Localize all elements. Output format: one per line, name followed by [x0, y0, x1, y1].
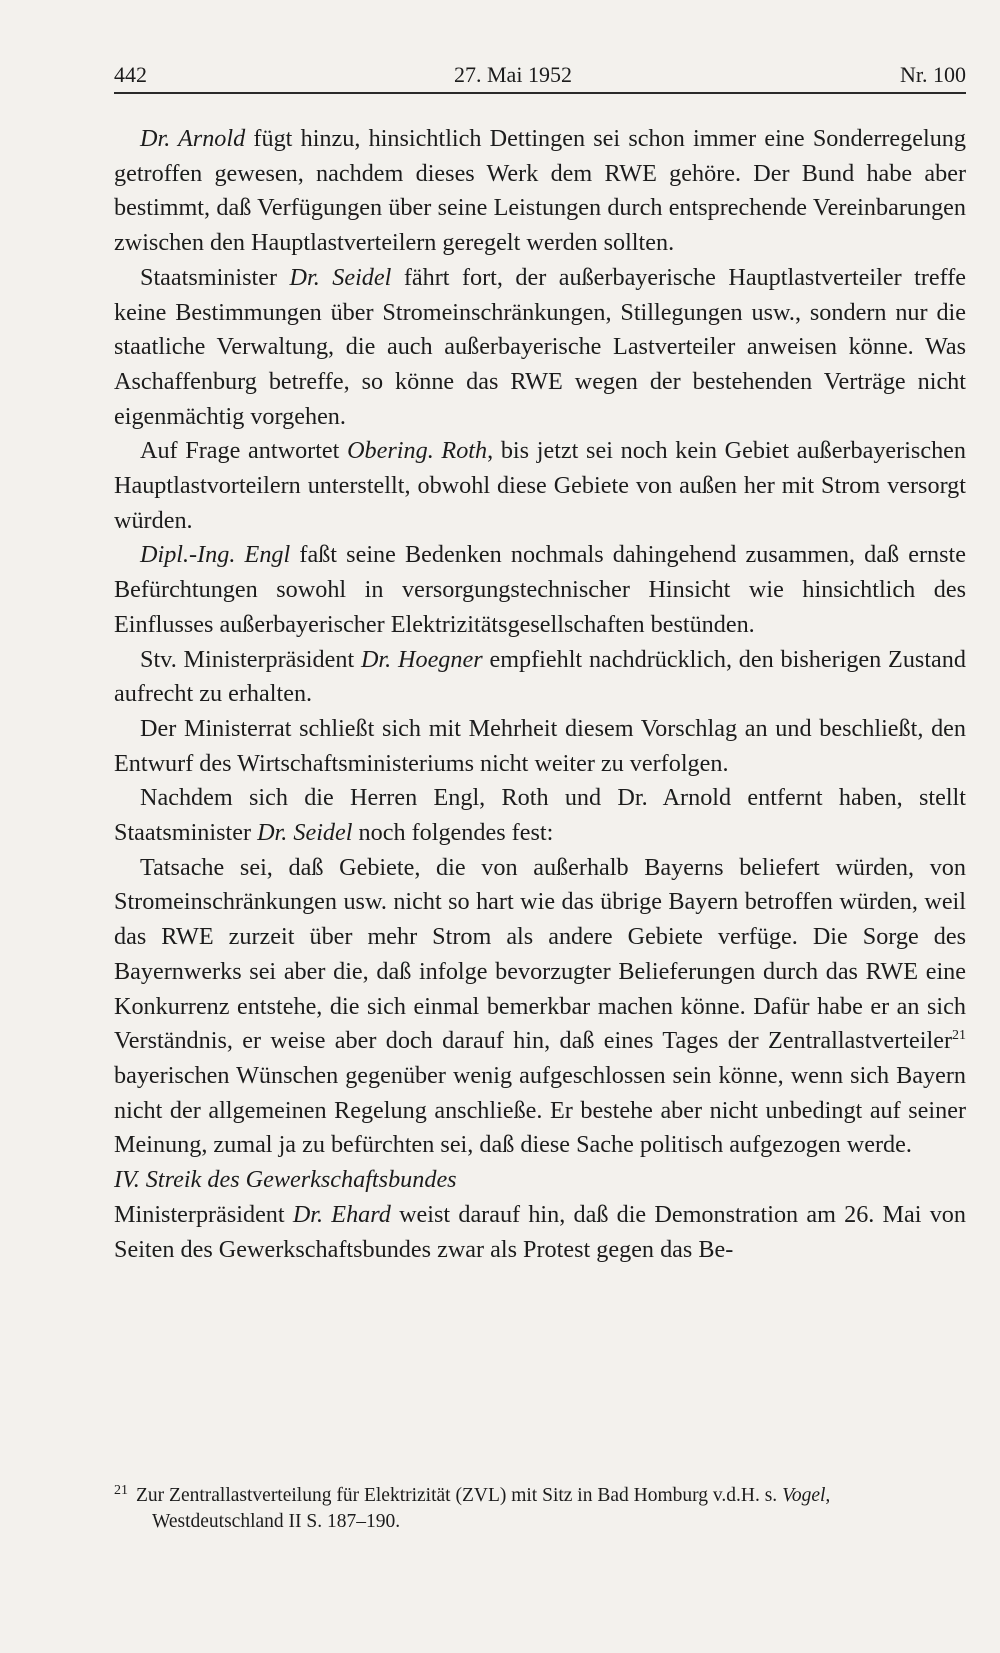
paragraph-text: , bis jetzt sei noch kein Gebiet außerbayerischen Hauptlastvorteilern unterstellt, obwohl diese Gebiete von außen her mit Strom versorgt würden.: [114, 437, 966, 534]
speaker-name: Obering. Roth: [347, 437, 488, 465]
paragraph-tatsache: [114, 851, 966, 1163]
paragraph-text: noch folgendes fest:: [352, 819, 554, 847]
paragraph-ministerrat: [114, 712, 966, 781]
section-heading: IV. Streik des Gewerkschaftsbundes: [114, 1166, 457, 1194]
footnote-text: Zur Zentrallastverteilung für Elektrizität (ZVL) mit Sitz in Bad Homburg v.d.H. s.: [136, 1485, 783, 1506]
paragraph-engl: [114, 538, 966, 642]
speaker-name: Dr. Seidel: [289, 263, 392, 291]
paragraph-text: faßt seine Bedenken nochmals dahingehend zusammen, daß ernste Befürchtungen sowohl in versorgungstechnischer Hinsicht wie hinsichtlich des Einflusses außerbayerischer Elektrizitätsgesellschaften bestünden.: [114, 541, 966, 638]
speaker-name: Dr. Seidel: [257, 819, 353, 847]
speaker-name: Dipl.-Ing. Engl: [140, 541, 291, 569]
paragraph-hoegner: [114, 643, 966, 712]
footnote-continuation: Westdeutschland II S. 187–190.: [152, 1511, 401, 1532]
document-number: Nr. 100: [900, 62, 966, 87]
paragraph-seidel: [114, 261, 966, 435]
speaker-name: Dr. Hoegner: [360, 645, 483, 673]
paragraph-text: Auf Frage antwortet: [140, 437, 348, 465]
paragraph-ehard: [114, 1198, 966, 1267]
paragraph-roth: [114, 434, 966, 538]
paragraph-text: Ministerpräsident: [114, 1200, 293, 1228]
running-header: [114, 58, 966, 94]
paragraph-arnold: [114, 122, 966, 261]
footnote-number: 21: [114, 1482, 128, 1498]
paragraph-text: weist darauf hin, daß die Demonstration am 26. Mai von Seiten des Gewerkschaftsbundes zwar als Protest gegen das Be-: [114, 1200, 966, 1263]
paragraph-text: fährt fort, der außerbayerische Hauptlastverteiler treffe keine Bestimmungen über Stromeinschränkungen, Stillegungen usw., sondern nur die staatliche Verwaltung, die auch außerbayerische Lastverteiler anweisen könne. Was Aschaffenburg betreffe, so könne das RWE wegen der bestehenden Verträge nicht eigenmächtig vorgehen.: [114, 263, 967, 430]
footnotes: [114, 1483, 966, 1535]
speaker-name: Dr. Ehard: [292, 1200, 391, 1228]
paragraph-text: empfiehlt nachdrücklich, den bisherigen Zustand aufrecht zu erhalten.: [114, 645, 966, 708]
paragraph-seidel-fest: [114, 781, 966, 850]
footnote-citation-author: Vogel,: [782, 1485, 831, 1506]
paragraph-text: fügt hinzu, hinsichtlich Dettingen sei schon immer eine Sonderregelung getroffen gewesen, nachdem dieses Werk dem RWE gehöre. Der Bund habe aber bestimmt, daß Verfügungen über seine Leistungen durch entsprechende Vereinbarungen zwischen den Hauptlastverteilern geregelt werden sollten.: [114, 125, 966, 257]
header-date: 27. Mai 1952: [454, 62, 572, 87]
paragraph-text: bayerischen Wünschen gegenüber wenig aufgeschlossen sein könne, wenn sich Bayern nicht der allgemeinen Regelung anschließe. Er bestehe aber nicht unbedingt auf seiner Meinung, zumal ja zu befürchten sei, daß diese Sache politisch aufgezogen werde.: [114, 1061, 966, 1159]
speaker-name: Dr. Arnold: [140, 125, 246, 152]
paragraph-text: Stv. Ministerpräsident: [140, 645, 361, 673]
paragraph-text: Der Ministerrat schließt sich mit Mehrheit diesem Vorschlag an und beschließt, den Entwurf des Wirtschaftsministeriums nicht weiter zu verfolgen.: [114, 714, 966, 777]
paragraph-text: Nachdem sich die Herren Engl, Roth und Dr. Arnold entfernt haben, stellt Staatsminister: [114, 784, 966, 847]
paragraph-text: Staatsminister: [140, 263, 290, 291]
paragraph-text: Tatsache sei, daß Gebiete, die von außerhalb Bayerns beliefert würden, von Stromeinschränkungen usw. nicht so hart wie das übrige Bayern betroffen würden, weil das RWE zurzeit über mehr Strom als andere Gebiete verfüge. Die Sorge des Bayernwerks sei aber die, daß infolge bevorzugter Belieferungen durch das RWE eine Konkurrenz entstehe, die sich einmal bemerkbar machen könne. Dafür habe er an sich Verständnis, er weise aber doch darauf hin, daß eines Tages der Zentrallastverteiler: [114, 853, 966, 1055]
footnote-reference[interactable]: 21: [952, 1028, 966, 1044]
page-number: 442: [114, 62, 147, 87]
main-text: [114, 122, 966, 1267]
footnote-21: [114, 1483, 966, 1509]
